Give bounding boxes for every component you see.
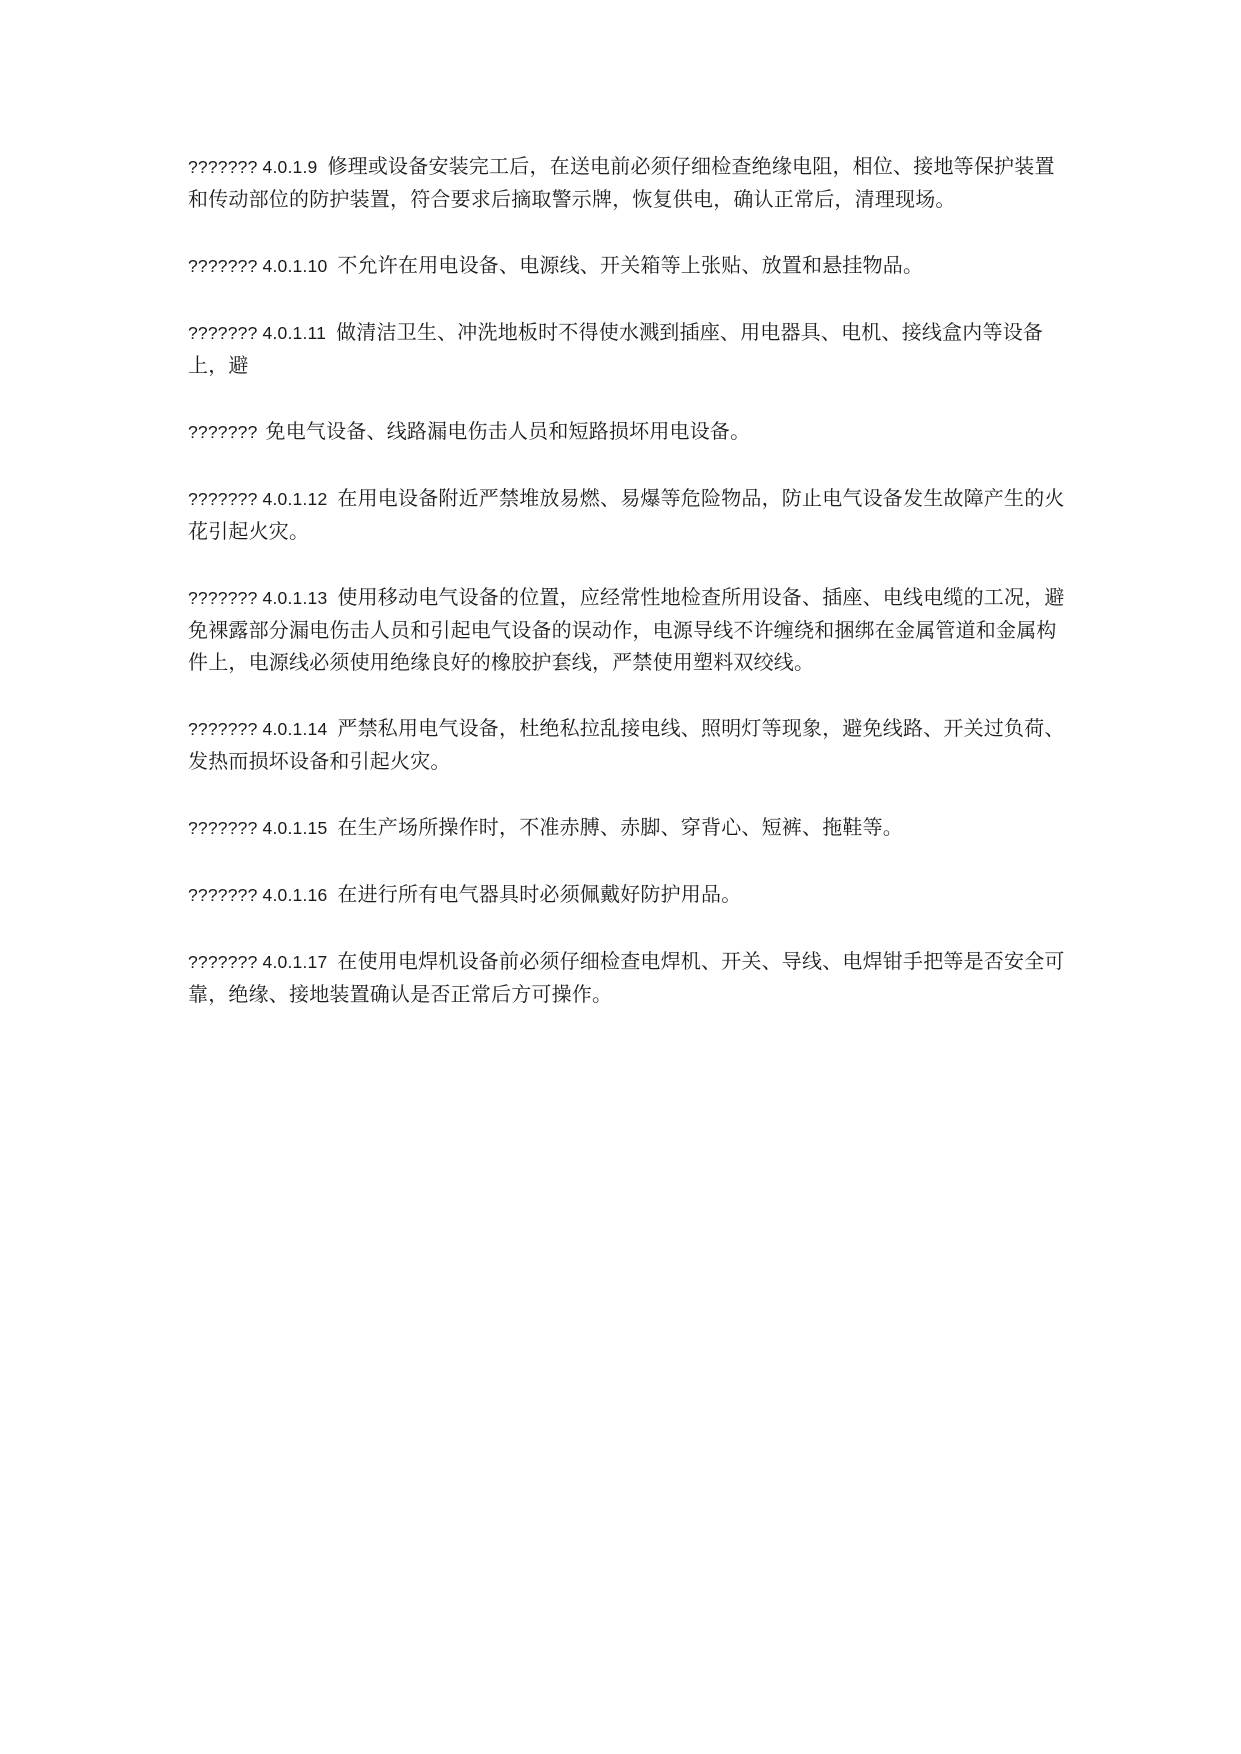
paragraph-text: 修理或设备安装完工后，在送电前必须仔细检查绝缘电阻，相位、接地等保护装置和传动部位的防护装置，符合要求后摘取警示牌，恢复供电，确认正常后，清理现场。 xyxy=(188,154,1055,211)
paragraph-text: 在生产场所操作时，不准赤膊、赤脚、穿背心、短裤、拖鞋等。 xyxy=(337,815,903,839)
paragraph-4-0-1-11-continued xyxy=(188,415,1068,448)
paragraph-prefix: ??????? xyxy=(188,719,258,739)
clause-number: 4.0.1.14 xyxy=(262,719,328,739)
paragraph-prefix: ??????? xyxy=(188,256,258,276)
clause-number: 4.0.1.12 xyxy=(262,489,328,509)
paragraph-text: 免电气设备、线路漏电伤击人员和短路损坏用电设备。 xyxy=(265,419,751,443)
paragraph-prefix: ??????? xyxy=(188,489,258,509)
clause-number: 4.0.1.15 xyxy=(262,818,328,838)
paragraph-4-0-1-14 xyxy=(188,712,1068,777)
paragraph-4-0-1-12 xyxy=(188,482,1068,547)
paragraph-4-0-1-15 xyxy=(188,811,1068,844)
paragraph-4-0-1-16 xyxy=(188,878,1068,911)
paragraph-4-0-1-13 xyxy=(188,581,1068,678)
paragraph-text: 做清洁卫生、冲洗地板时不得使水溅到插座、用电器具、电机、接线盒内等设备上，避 xyxy=(188,320,1044,377)
clause-number: 4.0.1.10 xyxy=(262,256,328,276)
document-body xyxy=(188,150,1068,1044)
paragraph-prefix: ??????? xyxy=(188,323,258,343)
paragraph-text: 使用移动电气设备的位置，应经常性地检查所用设备、插座、电线电缆的工况，避免裸露部分漏电伤击人员和引起电气设备的误动作，电源导线不许缠绕和捆绑在金属管道和金属构件上，电源线必须使用绝缘良好的橡胶护套线，严禁使用塑料双绞线。 xyxy=(188,585,1065,674)
clause-number: 4.0.1.17 xyxy=(262,952,328,972)
paragraph-prefix: ??????? xyxy=(188,818,258,838)
clause-number: 4.0.1.9 xyxy=(262,157,318,177)
paragraph-prefix: ??????? xyxy=(188,588,258,608)
paragraph-text: 在用电设备附近严禁堆放易燃、易爆等危险物品，防止电气设备发生故障产生的火花引起火灾。 xyxy=(188,486,1065,543)
paragraph-4-0-1-10 xyxy=(188,249,1068,282)
clause-number: 4.0.1.13 xyxy=(262,588,328,608)
paragraph-prefix: ??????? xyxy=(188,885,258,905)
paragraph-prefix: ??????? xyxy=(188,157,258,177)
paragraph-4-0-1-9 xyxy=(188,150,1068,215)
clause-number: 4.0.1.16 xyxy=(262,885,328,905)
paragraph-text: 严禁私用电气设备，杜绝私拉乱接电线、照明灯等现象，避免线路、开关过负荷、发热而损坏设备和引起火灾。 xyxy=(188,716,1065,773)
paragraph-text: 在使用电焊机设备前必须仔细检查电焊机、开关、导线、电焊钳手把等是否安全可靠，绝缘、接地装置确认是否正常后方可操作。 xyxy=(188,949,1065,1006)
paragraph-text: 不允许在用电设备、电源线、开关箱等上张贴、放置和悬挂物品。 xyxy=(337,253,924,277)
paragraph-4-0-1-17 xyxy=(188,945,1068,1010)
paragraph-text: 在进行所有电气器具时必须佩戴好防护用品。 xyxy=(337,882,742,906)
paragraph-prefix: ??????? xyxy=(188,422,258,442)
clause-number: 4.0.1.11 xyxy=(262,323,327,343)
paragraph-4-0-1-11 xyxy=(188,316,1068,381)
paragraph-prefix: ??????? xyxy=(188,952,258,972)
